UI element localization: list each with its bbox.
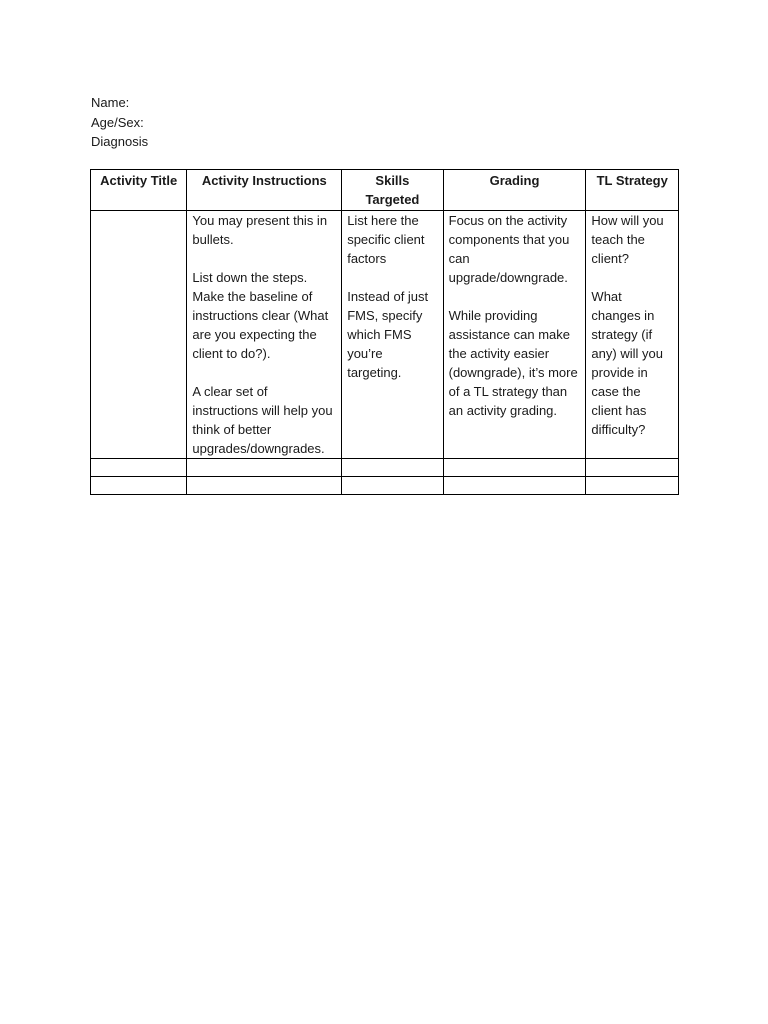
grading-paragraph: While providing assistance can make the activity easier (downgrade), it’s more of a TL strategy than an activity grading. [448,308,578,418]
tl-strategy-paragraph: How will you teach the client? [591,213,664,266]
table-row-empty [91,459,679,477]
empty-cell[interactable] [342,477,443,495]
age-sex-field-label: Age/Sex: [91,114,144,130]
table-row-empty [91,477,679,495]
instructions-paragraph: You may present this in bullets. [192,213,328,247]
header-tl-strategy: TL Strategy [586,170,679,211]
empty-cell[interactable] [91,459,187,477]
instructions-paragraph: A clear set of instructions will help you think of better upgrades/downgrades. [192,384,333,456]
cell-skills-targeted[interactable] [342,211,443,459]
header-activity-title: Activity Title [91,170,187,211]
empty-cell[interactable] [443,477,586,495]
empty-cell[interactable] [187,459,342,477]
cell-tl-strategy[interactable] [586,211,679,459]
diagnosis-field-label: Diagnosis [91,134,149,149]
table-header-row [91,170,679,211]
skills-paragraph: List here the specific client factors [347,213,425,266]
cell-activity-title[interactable] [91,211,187,459]
skills-paragraph: Instead of just FMS, specify which FMS you’re targeting. [347,289,429,380]
cell-activity-instructions[interactable] [187,211,342,459]
grading-paragraph: Focus on the activity components that you can upgrade/downgrade. [448,213,570,285]
empty-cell[interactable] [187,477,342,495]
header-activity-instructions: Activity Instructions [187,170,342,211]
activity-plan-table [90,169,679,495]
header-skills-targeted: Skills Targeted [342,170,443,211]
table-row [91,211,679,459]
empty-cell[interactable] [443,459,586,477]
empty-cell[interactable] [586,477,679,495]
header-grading: Grading [443,170,586,211]
instructions-paragraph: List down the steps. Make the baseline of instructions clear (What are you expecting the client to do?). [192,270,329,361]
name-field-label: Name: [91,95,130,110]
empty-cell[interactable] [586,459,679,477]
patient-info-block [91,93,148,152]
tl-strategy-paragraph: What changes in strategy (if any) will you provide in case the client has difficulty? [591,289,663,437]
empty-cell[interactable] [342,459,443,477]
empty-cell[interactable] [91,477,187,495]
cell-grading[interactable] [443,211,586,459]
